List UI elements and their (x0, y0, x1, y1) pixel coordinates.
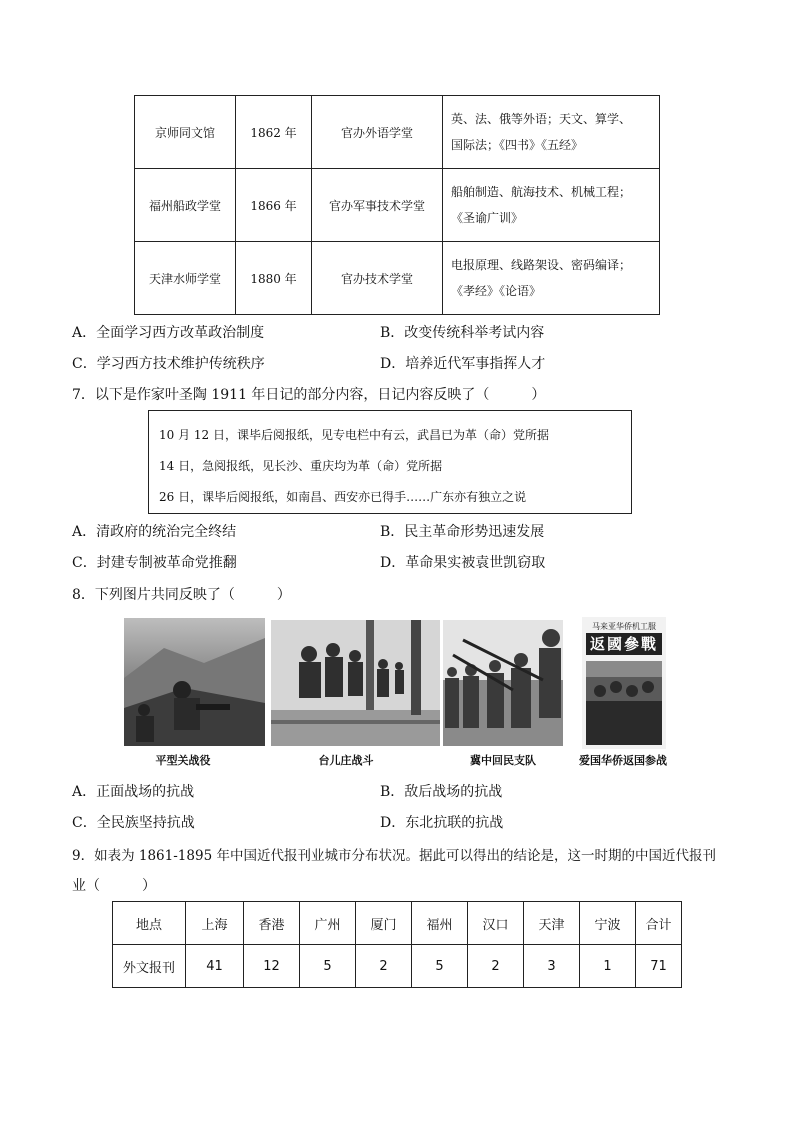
photo-caption: 爱国华侨返国参战 (579, 754, 667, 767)
q9-stem: 9．如表为 1861-1895 年中国近代报刊业城市分布状况。据此可以得出的结论是，这一时期的中国近代报刊 (72, 848, 716, 864)
table-row (135, 169, 660, 242)
poster-title: 返國參戰 (586, 633, 662, 655)
table-header: 合计 (636, 902, 682, 945)
table-header: 厦门 (356, 902, 412, 945)
school-year: 1862 年 (236, 96, 312, 169)
table-cell: 5 (412, 945, 468, 988)
table-cell: 41 (186, 945, 244, 988)
photo-overseas-poster (582, 617, 666, 749)
q7-option-a[interactable]: A．清政府的统治完全终结 (72, 524, 237, 540)
q9-stem-cont: 业（ ） (72, 878, 156, 894)
school-year: 1880 年 (236, 242, 312, 315)
table-cell: 2 (468, 945, 524, 988)
school-content (443, 169, 660, 242)
poster-header: 马来亚华侨机工服 (592, 622, 656, 631)
table-header-row (113, 902, 682, 945)
schools-table (134, 95, 660, 315)
diary-line: 26 日，课毕后阅报纸，如南昌、西安亦已得手……广东亦有独立之说 (159, 490, 527, 504)
content-line: 英、法、俄等外语；天文、算学、 (451, 112, 632, 126)
school-type: 官办外语学堂 (312, 96, 443, 169)
table-cell: 12 (244, 945, 300, 988)
q7-option-d[interactable]: D．革命果实被袁世凯窃取 (380, 555, 546, 571)
school-type: 官办技术学堂 (312, 242, 443, 315)
content-line: 船舶制造、航海技术、机械工程； (451, 185, 632, 199)
q8-option-a[interactable]: A．正面战场的抗战 (72, 784, 195, 800)
table-cell: 1 (580, 945, 636, 988)
school-type: 官办军事技术学堂 (312, 169, 443, 242)
school-content (443, 242, 660, 315)
q7-option-c[interactable]: C．封建专制被革命党推翻 (72, 555, 237, 571)
school-name: 天津水师学堂 (135, 242, 236, 315)
table-header: 汉口 (468, 902, 524, 945)
table-row (113, 945, 682, 988)
q8-option-d[interactable]: D．东北抗联的抗战 (380, 815, 504, 831)
photo-taierzhuang (271, 620, 440, 746)
table-cell: 2 (356, 945, 412, 988)
content-line: 电报原理、线路架设、密码编译； (451, 258, 632, 272)
photo-caption: 台儿庄战斗 (318, 754, 374, 767)
q8-stem: 8．下列图片共同反映了（ ） (72, 587, 291, 603)
q6-option-d[interactable]: D．培养近代军事指挥人才 (380, 356, 546, 372)
photo-jizhong (443, 620, 563, 746)
table-cell: 71 (636, 945, 682, 988)
school-name: 京师同文馆 (135, 96, 236, 169)
diary-box (148, 410, 632, 514)
content-line: 国际法；《四书》《五经》 (451, 138, 584, 152)
school-year: 1866 年 (236, 169, 312, 242)
photo-caption: 冀中回民支队 (470, 754, 536, 767)
q8-option-b[interactable]: B．敌后战场的抗战 (380, 784, 503, 800)
photo-caption: 平型关战役 (155, 754, 211, 767)
q6-option-a[interactable]: A．全面学习西方改革政治制度 (72, 325, 265, 341)
table-header: 福州 (412, 902, 468, 945)
table-cell: 3 (524, 945, 580, 988)
table-header: 地点 (113, 902, 186, 945)
content-line: 《圣谕广训》 (451, 211, 524, 225)
diary-line: 10 月 12 日，课毕后阅报纸，见专电栏中有云，武昌已为革（命）党所据 (159, 428, 549, 442)
table-row (135, 96, 660, 169)
diary-line: 14 日，急阅报纸，见长沙、重庆均为革（命）党所据 (159, 459, 443, 473)
school-content (443, 96, 660, 169)
table-header: 上海 (186, 902, 244, 945)
table-header: 宁波 (580, 902, 636, 945)
q7-stem: 7．以下是作家叶圣陶 1911 年日记的部分内容，日记内容反映了（ ） (72, 387, 546, 403)
table-header: 广州 (300, 902, 356, 945)
table-row (135, 242, 660, 315)
q8-option-c[interactable]: C．全民族坚持抗战 (72, 815, 195, 831)
school-name: 福州船政学堂 (135, 169, 236, 242)
content-line: 《孝经》《论语》 (451, 284, 542, 298)
q6-option-b[interactable]: B．改变传统科举考试内容 (380, 325, 545, 341)
q7-option-b[interactable]: B．民主革命形势迅速发展 (380, 524, 545, 540)
table-header: 香港 (244, 902, 300, 945)
newspaper-table (112, 901, 682, 988)
table-cell: 5 (300, 945, 356, 988)
q6-option-c[interactable]: C．学习西方技术维护传统秩序 (72, 356, 265, 372)
table-header: 天津 (524, 902, 580, 945)
table-cell: 外文报刊 (113, 945, 186, 988)
photo-pingxingguan (124, 618, 265, 746)
